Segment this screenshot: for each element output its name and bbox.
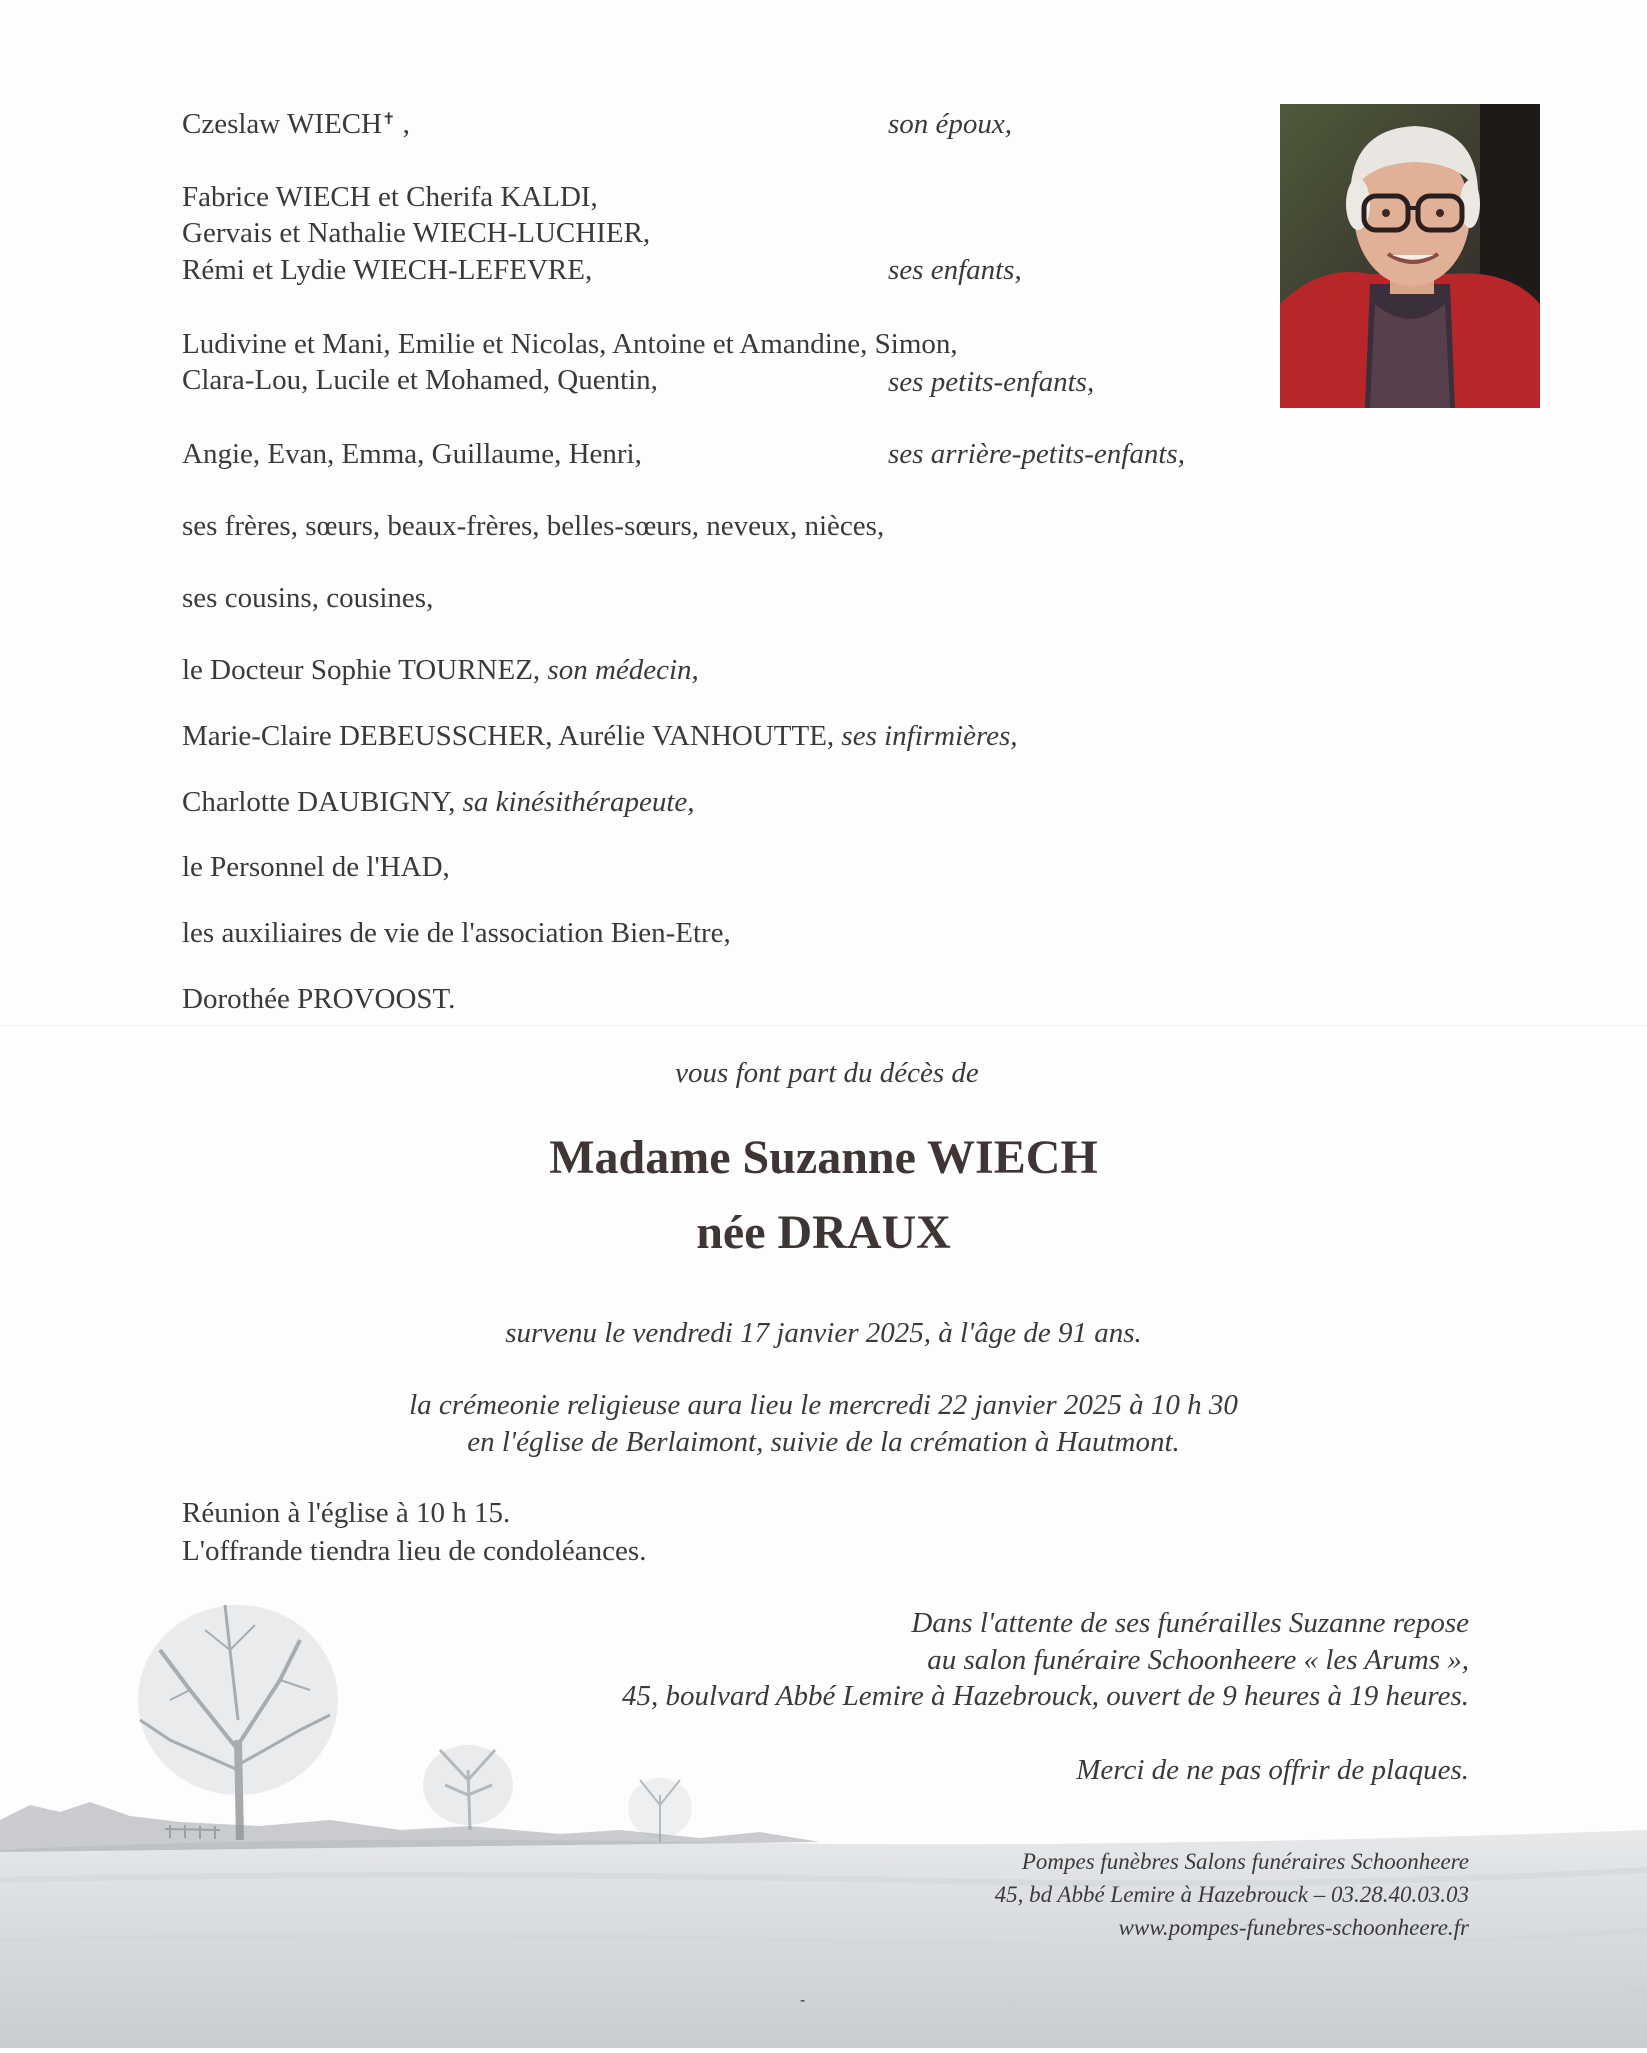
ceremony-line-1: la crémeonie religieuse aura lieu le mercredi 22 janvier 2025 à 10 h 30 (409, 1389, 1238, 1421)
doctor-name: le Docteur Sophie TOURNEZ, (182, 654, 541, 686)
deceased-name: Madame Suzanne WIECH (549, 1131, 1098, 1184)
grandchildren-line-1: Ludivine et Mani, Emilie et Nicolas, Antoine et Amandine, Simon, (182, 328, 958, 360)
physio-name: Charlotte DAUBIGNY, (182, 786, 456, 818)
child-line-3: Rémi et Lydie WIECH-LEFEVRE, (182, 254, 593, 286)
no-plaques-line: Merci de ne pas offrir de plaques. (1076, 1754, 1469, 1786)
auxiliaries-line: les auxiliaires de vie de l'association Bien-Etre, (182, 917, 731, 949)
doctor-role: son médecin, (547, 654, 699, 686)
funeral-home-name: Pompes funèbres Salons funéraires Schoonheere (1021, 1849, 1469, 1874)
spouse-name: Czeslaw WIECH (182, 108, 382, 140)
rest-line-2: au salon funéraire Schoonheere « les Arums », (927, 1644, 1469, 1676)
great-grandchildren: Angie, Evan, Emma, Guillaume, Henri, (182, 438, 642, 470)
ceremony-line-2: en l'église de Berlaimont, suivie de la crémation à Hautmont. (467, 1426, 1180, 1458)
death-line: survenu le vendredi 17 janvier 2025, à l'âge de 91 ans. (505, 1317, 1142, 1349)
nurses-line (182, 718, 1018, 754)
child-line-1: Fabrice WIECH et Cherifa KALDI, (182, 181, 598, 213)
doctor-line (182, 652, 699, 688)
child-line-2: Gervais et Nathalie WIECH-LUCHIER, (182, 217, 651, 249)
spouse-line (182, 106, 410, 142)
grandchildren-role: ses petits-enfants, (888, 366, 1095, 398)
grandchildren-line-2: Clara-Lou, Lucile et Mohamed, Quentin, (182, 364, 658, 396)
intro-line: vous font part du décès de (675, 1057, 979, 1089)
had-line: le Personnel de l'HAD, (182, 851, 450, 883)
nurses-name: Marie-Claire DEBEUSSCHER, Aurélie VANHOUTTE, (182, 720, 835, 752)
meeting-line: Réunion à l'église à 10 h 15. (182, 1497, 511, 1529)
physio-role: sa kinésithérapeute, (462, 786, 695, 818)
rest-line-1: Dans l'attente de ses funérailles Suzanne repose (911, 1607, 1469, 1639)
other-line: Dorothée PROVOOST. (182, 983, 456, 1015)
spouse-role: son époux, (888, 108, 1013, 140)
portrait-photo (1280, 104, 1540, 408)
funeral-home-website: www.pompes-funebres-schoonheere.fr (1118, 1915, 1469, 1940)
maiden-name: née DRAUX (696, 1206, 951, 1259)
children-role: ses enfants, (888, 254, 1022, 286)
fold-line (0, 1025, 1647, 1026)
nurses-role: ses infirmières, (841, 720, 1018, 752)
cousins-line: ses cousins, cousines, (182, 582, 434, 614)
siblings-line: ses frères, sœurs, beaux-frères, belles-sœurs, neveux, nièces, (182, 510, 885, 542)
latin-cross-icon: ✝ (382, 111, 396, 128)
physio-line (182, 784, 695, 820)
offering-line: L'offrande tiendra lieu de condoléances. (182, 1535, 647, 1567)
great-grandchildren-role: ses arrière-petits-enfants, (888, 438, 1185, 470)
funeral-home-address: 45, bd Abbé Lemire à Hazebrouck – 03.28.40.03.03 (994, 1882, 1469, 1907)
svg-text:-: - (800, 1992, 806, 2009)
spouse-suffix: , (395, 108, 410, 140)
rest-line-3: 45, boulvard Abbé Lemire à Hazebrouck, ouvert de 9 heures à 19 heures. (621, 1680, 1469, 1712)
